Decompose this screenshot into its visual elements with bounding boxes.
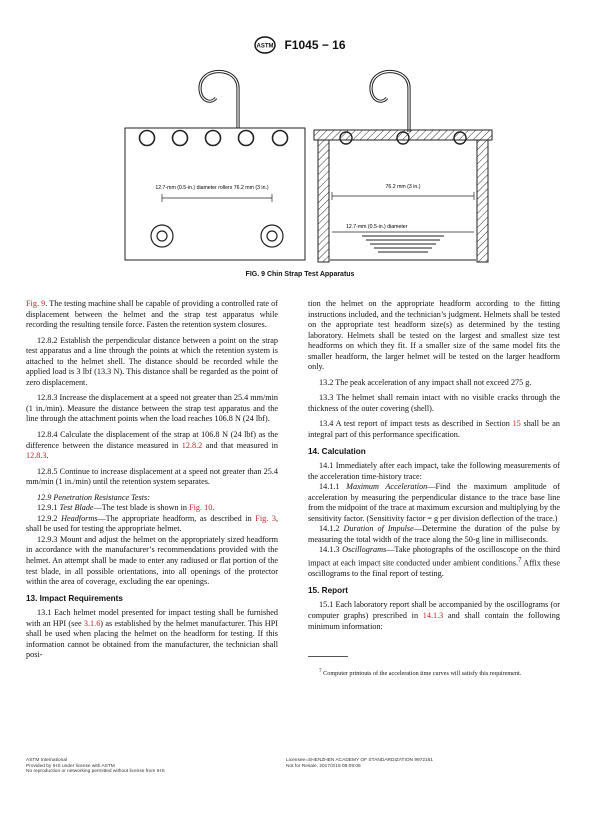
para-13-4: 13.4 A test report of impact tests as described in Section 15 shall be an integral part of this performance specification. [308, 419, 560, 440]
section-15-heading: 15. Report [308, 585, 349, 595]
para-15-1: 15.1 Each laboratory report shall be accompanied by the oscillograms (or computer graphs) prescribed in 14.1.3 and shall contain the following minimum information: [308, 600, 560, 631]
left-view-drawing [125, 72, 305, 261]
para-12-9-3: 12.9.3 Mount and adjust the helmet on the appropriately sized headform in accordance with the manufacturer’s recommendations provided with the helmet. An attempt shall be made to enter any radiused or flat portion of the test blade, in all possible orientations, into all openings of the protector within the area of coverage, excluding the ear openings. [26, 534, 278, 587]
para-12-8-3: 12.8.3 Increase the displacement at a speed not greater than 25.4 mm/min (1 in./min). Measure the distance between the strap test apparatus and the line through the attachment points when the load reaches 106.8 N (24 lbf). [26, 393, 278, 424]
para-12-9-1: 12.9.1 Test Blade—The test blade is shown in Fig. 10. [37, 503, 215, 513]
figure-caption: FIG. 9 Chin Strap Test Apparatus [245, 271, 355, 278]
link-fig-3[interactable]: Fig. 3 [255, 513, 276, 523]
section-13-heading: 13. Impact Requirements [26, 593, 123, 603]
svg-text:ASTM: ASTM [256, 43, 274, 50]
link-fig-9[interactable]: Fig. 9 [26, 299, 46, 308]
para-14-1-3: 14.1.3 Oscillograms—Take photographs of the oscilloscope on the third impact at each impact site conducted under ambient conditions.$^7$ Affix these oscillograms to the final report of testing. [308, 545, 561, 579]
right-view-drawing [314, 72, 492, 263]
right-top-dimension-label: 76.2 mm (3 in.) [385, 184, 421, 190]
para-13-2: 13.2 The peak acceleration of any impact shall not exceed 275 g. [319, 377, 532, 387]
link-14-1-3[interactable]: 14.1.3 [422, 610, 444, 620]
right-bottom-dimension-label: 12.7-mm (0.5-in.) diameter [346, 224, 408, 230]
para-12-8-4: 12.8.4 Calculate the displacement of the strap at 106.8 N (24 lbf) as the difference between the distance measured in 12.8.2 and that measured in 12.8.3. [26, 430, 278, 461]
link-section-15[interactable]: 15 [512, 419, 521, 429]
para-14-1-1: 14.1.1 Maximum Acceleration—Find the maximum amplitude of acceleration by measuring the perpendicular distance to the trace base line from the midpoint of the trace at maximum excursion and multiplying by the sensitivity factor. (Sensitivity factor = g per division deflection of the trace.) [308, 482, 560, 523]
link-12-8-2[interactable]: 12.8.2 [181, 440, 203, 450]
para-14-1: 14.1 Immediately after each impact, take the following measurements of the acceleration time-history trace: [308, 461, 560, 481]
para-13-1: 13.1 Each helmet model presented for impact testing shall be furnished with an HPI (see 3.1.6) as established by the helmet manufacturer. This HPI shall be used when placing the helmet on the headform for testing. If this information cannot be obtained from the manufacturer, the technician shall posi- [26, 608, 278, 660]
para-13-1-continued: tion the helmet on the appropriate headform according to the fitting instructions included, and the technician’s judgment. Helmets shall be tested on the appropriate test headform size(s) as determined by the testing laboratory. Helmets shall be tested on the largest and smallest size test headforms on which they fit. If a smaller size of the same model fits the smaller headform, the larger helmet will be tested on the larger headform only. [308, 299, 560, 372]
standard-title: F1045 − 16 [284, 38, 346, 53]
left-dimension-label: 12.7-mm (0.5-in.) diameter rollers 76.2 mm (3 in.) [155, 185, 269, 191]
para-12-8-5: 12.8.5 Continue to increase displacement at a speed not greater than 25.4 mm/min (1 in./min) until the retention system separates. [26, 466, 278, 487]
footnote-7: $^7$ Computer printouts of the acceleration time curves will satisfy this requirement. [319, 668, 522, 678]
para-12-9-2: 12.9.2 Headforms—The appropriate headform, as described in Fig. 3, shall be used for testing the appropriate helmet. [26, 513, 278, 534]
right-column [308, 299, 560, 678]
link-12-8-3[interactable]: 12.8.3 [26, 451, 47, 461]
section-14-heading: 14. Calculation [308, 446, 366, 456]
footnote-ref-7[interactable]: 7 [518, 557, 522, 565]
chin-strap-apparatus-figure [100, 60, 500, 265]
footnote-rule [308, 656, 348, 657]
link-3-1-6[interactable]: 3.1.6 [83, 618, 101, 628]
left-column [26, 299, 278, 661]
para-12-9: 12.9 Penetration Resistance Tests: [37, 492, 150, 502]
para-14-1-2: 14.1.2 Duration of Impulse—Determine the duration of the pulse by measuring the total width of the trace along the 50-g line in milliseconds. [308, 524, 561, 544]
para-12-8-1-continued: Fig. 9. The testing machine shall be capable of providing a controlled rate of displacement between the helmet and the strap test apparatus while recording the resulting tensile force. Fasten the retention system closures. [26, 299, 278, 330]
footer-right: Licensee=SHENZHEN ACADEMY OF STANDARDIZATION 9972161 Not for Resale, 2017/2/15 08:09:06 [286, 758, 434, 769]
para-13-3: 13.3 The helmet shall remain intact with no visible cracks through the thickness of the outer covering (shell). [308, 393, 560, 413]
footer-left: ASTM International Provided by IHS under license with ASTM No reproduction or networking permitted without license from IHS [26, 758, 165, 775]
para-12-8-2: 12.8.2 Establish the perpendicular distance between a point on the strap test apparatus and a line through the points at which the retention system is attached to the helmet shell. The distance should be recorded while the applied load is 3 lbf (13.3 N). This distance shall be regarded as the point of zero displacement. [26, 335, 278, 387]
link-fig-10[interactable]: Fig. 10 [189, 503, 213, 513]
astm-logo-icon [254, 36, 276, 54]
page-header [0, 36, 600, 54]
